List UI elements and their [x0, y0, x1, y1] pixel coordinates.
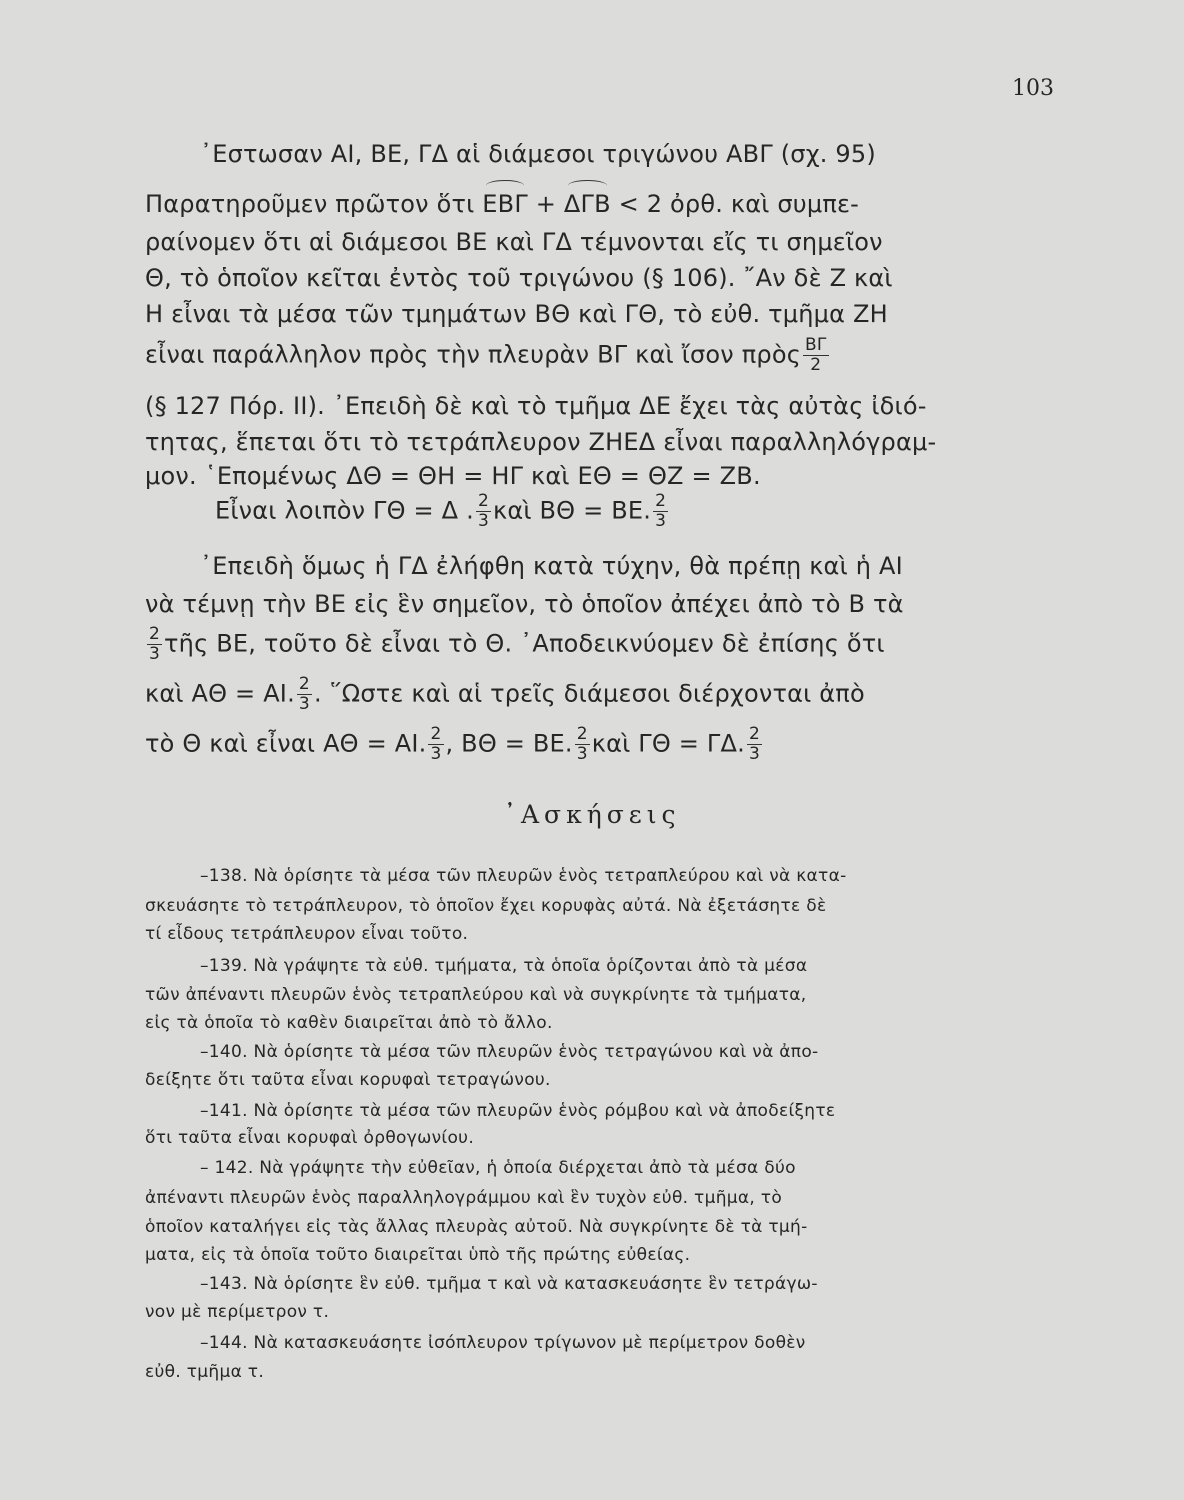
exercise-line: ἀπέναντι πλευρῶν ἑνὸς παραλληλογράμμου καὶ ἓν τυχὸν εὐθ. τμῆμα, τὸ: [145, 1188, 783, 1208]
exercise-line: τῶν ἀπέναντι πλευρῶν ἑνὸς τετραπλεύρου καὶ νὰ συγκρίνητε τὰ τμήματα,: [145, 985, 807, 1005]
exercise-line: –138. Νὰ ὁρίσητε τὰ μέσα τῶν πλευρῶν ἑνὸς τετραπλεύρου καὶ νὰ κατα-: [200, 866, 847, 886]
text-line: ᾿Επειδὴ ὅμως ἡ ΓΔ ἐλήφθη κατὰ τύχην, θὰ πρέπῃ καὶ ἡ ΑΙ: [200, 552, 903, 580]
text-line: νὰ τέμνῃ τὴν ΒΕ εἰς ἓν σημεῖον, τὸ ὁποῖον ἀπέχει ἀπὸ τὸ Β τὰ: [145, 590, 904, 618]
exercise-line: –143. Νὰ ὁρίσητε ἓν εὐθ. τμῆμα τ καὶ νὰ κατασκευάσητε ἓν τετράγω-: [200, 1274, 818, 1294]
exercise-line: τί εἶδους τετράπλευρον εἶναι τοῦτο.: [145, 924, 469, 944]
exercise-line: – 142. Νὰ γράψητε τὴν εὐθεῖαν, ἡ ὁποία διέρχεται ἀπὸ τὰ μέσα δύο: [200, 1158, 796, 1178]
exercise-line: ὅτι ταῦτα εἶναι κορυφαὶ ὀρθογωνίου.: [145, 1128, 475, 1148]
text-line: καὶ ΑΘ = ΑΙ. $\frac{2}{3}$ . ῞Ωστε καὶ αἱ τρεῖς διάμεσοι διέρχονται ἀπὸ: [145, 674, 865, 714]
fraction-two-thirds: $\frac{2}{3}$: [576, 724, 588, 764]
text-line: Παρατηροῦμεν πρῶτον ὅτι ΕΒΓ + ΔΓΒ < 2 ὀρθ. καὶ συμπε-: [145, 190, 860, 218]
fraction-two-thirds: $\frac{2}{3}$: [477, 491, 489, 531]
exercise-line: σκευάσητε τὸ τετράπλευρον, τὸ ὁποῖον ἔχει κορυφὰς αὐτά. Νὰ ἐξετάσητε δὲ: [145, 896, 827, 916]
fraction-bg-over-2: $\frac{B\Gamma}{2}$: [805, 335, 827, 375]
exercise-line: δείξητε ὅτι ταῦτα εἶναι κορυφαὶ τετραγώνου.: [145, 1070, 551, 1090]
exercise-line: –139. Νὰ γράψητε τὰ εὐθ. τμήματα, τὰ ὁποῖα ὁρίζονται ἀπὸ τὰ μέσα: [200, 956, 808, 976]
page-number: 103: [1012, 76, 1054, 101]
angle-ebg: ΕΒΓ: [482, 190, 528, 218]
section-heading: ᾿Ασκήσεις: [503, 800, 681, 829]
fraction-two-thirds: $\frac{2}{3}$: [655, 491, 667, 531]
text-line: Εἶναι λοιπὸν ΓΘ = Δ . $\frac{2}{3}$ καὶ ΒΘ = ΒΕ. $\frac{2}{3}$: [215, 491, 667, 531]
exercise-line: ματα, εἰς τὰ ὁποῖα τοῦτο διαιρεῖται ὑπὸ τῆς πρώτης εὐθείας.: [145, 1245, 691, 1265]
text-line: μον. ῾Επομένως ΔΘ = ΘΗ = ΗΓ καὶ ΕΘ = ΘΖ = ΖΒ.: [145, 462, 761, 490]
text-line: τὸ Θ καὶ εἶναι ΑΘ = ΑΙ. $\frac{2}{3}$ , ΒΘ = ΒΕ. $\frac{2}{3}$ καὶ ΓΘ = ΓΔ. $\frac{2}{3}$: [145, 724, 760, 764]
text-line: ᾿Εστωσαν ΑΙ, ΒΕ, ΓΔ αἱ διάμεσοι τριγώνου ΑΒΓ (σχ. 95): [200, 140, 876, 168]
text-line: $\frac{2}{3}$ τῆς ΒΕ, τοῦτο δὲ εἶναι τὸ Θ. ᾿Αποδεικνύομεν δὲ ἐπίσης ὅτι: [149, 624, 885, 664]
exercise-line: ὁποῖον καταλήγει εἰς τὰς ἄλλας πλευρὰς αὐτοῦ. Νὰ συγκρίνητε δὲ τὰ τμή-: [145, 1217, 808, 1237]
fraction-two-thirds: $\frac{2}{3}$: [430, 724, 442, 764]
text-line: τητας, ἕπεται ὅτι τὸ τετράπλευρον ΖΗΕΔ εἶναι παραλληλόγραμ-: [145, 428, 937, 456]
text-line: ραίνομεν ὅτι αἱ διάμεσοι ΒΕ καὶ ΓΔ τέμνονται εἴς τι σημεῖον: [145, 228, 883, 256]
exercise-line: –141. Νὰ ὁρίσητε τὰ μέσα τῶν πλευρῶν ἑνὸς ρόμβου καὶ νὰ ἀποδείξητε: [200, 1101, 836, 1121]
fraction-two-thirds: $\frac{2}{3}$: [298, 674, 310, 714]
text-line: Η εἶναι τὰ μέσα τῶν τμημάτων ΒΘ καὶ ΓΘ, τὸ εὐθ. τμῆμα ΖΗ: [145, 300, 888, 328]
text-line: εἶναι παράλληλον πρὸς τὴν πλευρὰν ΒΓ καὶ ἴσον πρὸς $\frac{B\Gamma}{2}$: [145, 335, 827, 375]
exercise-line: εἰς τὰ ὁποῖα τὸ καθὲν διαιρεῖται ἀπὸ τὸ ἄλλο.: [145, 1013, 553, 1033]
exercise-line: νον μὲ περίμετρον τ.: [145, 1302, 330, 1322]
fraction-two-thirds: $\frac{2}{3}$: [149, 624, 161, 664]
fraction-two-thirds: $\frac{2}{3}$: [748, 724, 760, 764]
angle-dgb: ΔΓΒ: [563, 190, 611, 218]
text-line: Θ, τὸ ὁποῖον κεῖται ἐντὸς τοῦ τριγώνου (§ 106). ῎Αν δὲ Ζ καὶ: [145, 264, 893, 292]
text-line: (§ 127 Πόρ. ΙΙ). ᾿Επειδὴ δὲ καὶ τὸ τμῆμα ΔΕ ἔχει τὰς αὐτὰς ἰδιό-: [145, 392, 927, 420]
exercise-line: –144. Νὰ κατασκευάσητε ἰσόπλευρον τρίγωνον μὲ περίμετρον δοθὲν: [200, 1333, 806, 1353]
exercise-line: εὐθ. τμῆμα τ.: [145, 1362, 265, 1382]
exercise-line: –140. Νὰ ὁρίσητε τὰ μέσα τῶν πλευρῶν ἑνὸς τετραγώνου καὶ νὰ ἀπο-: [200, 1042, 819, 1062]
